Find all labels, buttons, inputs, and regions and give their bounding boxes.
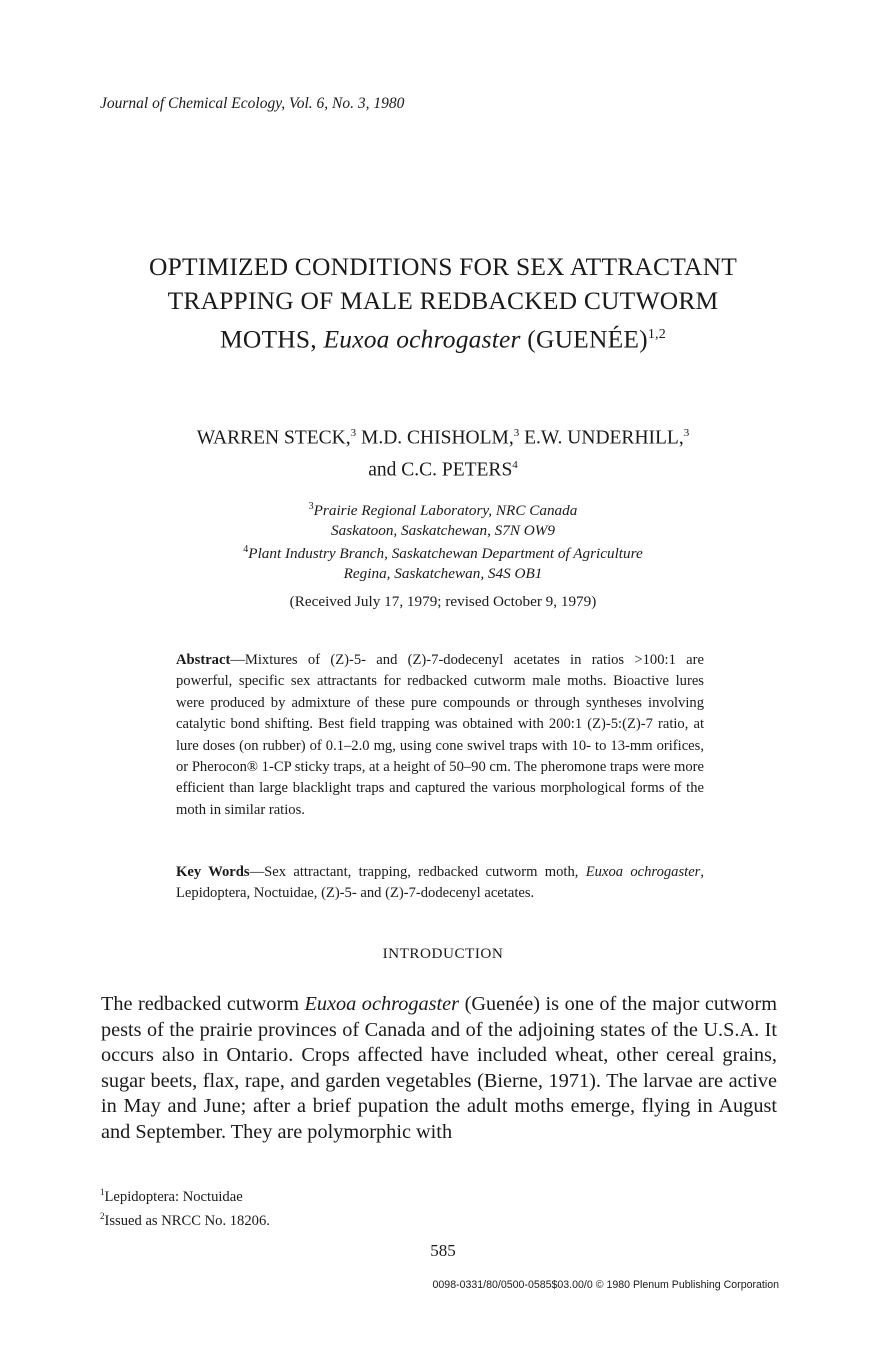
affiliation-1-line-2: Saskatoon, Saskatchewan, S7N OW9 [331,521,555,539]
author-chisholm: M.D. CHISHOLM, [356,427,514,449]
intro-text-b: (Guenée) is one of the major cutworm pests of the prairie provinces of Canada and of the adjoining states of the U.S.A. It occurs also in Ontario. Crops affected have included wheat, other cereal grains, sugar beets, flax, rape, and garden vegetables (Bierne, 1971). The larvae are active in May and June; after a brief pupation the adult moths emerge, flying in August and September. They are polymorphic with [101,993,777,1143]
author-peters: and C.C. PETERS [368,459,513,480]
author-steck: WARREN STECK, [196,427,351,449]
authors-line-2 [60,452,826,484]
keywords-text-b: , Lepidoptera, Noctuidae, (Z)-5- and (Z)-7-dodecenyl acetates. [176,864,705,902]
footnote-1-text: Lepidoptera: Noctuidae [104,1188,243,1205]
footnote-2-mark: 2 [100,1210,105,1221]
author-steck-sup: 3 [350,427,357,439]
intro-text-a: The redbacked cutworm [101,993,305,1015]
footnote-1 [100,1183,270,1207]
affiliation-2-line-2: Regina, Saskatchewan, S4S OB1 [343,564,543,582]
title-species: Euxoa ochrogaster [323,324,521,354]
title-line-2: TRAPPING OF MALE REDBACKED CUTWORM [167,286,719,315]
introduction-paragraph [101,992,777,1146]
affiliation-2-mark: 4 [243,544,249,556]
intro-species: Euxoa ochrogaster [304,993,460,1015]
affiliations [60,497,826,583]
keywords-label: Key Words [176,864,250,880]
affiliation-2-name: Plant Industry Branch, Saskatchewan Department of Agriculture [248,545,643,563]
abstract-text: —Mixtures of (Z)-5- and (Z)-7-dodecenyl acetates in ratios >100:1 are powerful, specific sex attractants for redbacked cutworm male moths. Bioactive lures were produced by admixture of these pure compounds or through syntheses involving catalytic bond shifting. Best field trapping was obtained with 200:1 (Z)-5:(Z)-7 ratio, at lure doses (on rubber) of 0.1–2.0 mg, using cone swivel traps with 10- to 13-mm orifices, or Pherocon® 1-CP sticky traps, at a height of 50–90 cm. The pheromone traps were more efficient than large blacklight traps and captured the various morphological forms of the moth in similar ratios. [176,652,704,818]
author-underhill: E.W. UNDERHILL, [519,427,684,449]
paper-title [60,250,826,357]
footnote-1-mark: 1 [100,1187,105,1197]
footnotes [100,1183,270,1231]
page-number: 585 [430,1241,456,1260]
affiliation-1-name: Prairie Regional Laboratory, NRC Canada [313,502,578,520]
affiliation-1-line-1 [60,497,826,521]
journal-citation: Journal of Chemical Ecology, Vol. 6, No. 3, 1980 [100,95,405,112]
affiliation-1-mark: 3 [308,501,314,512]
key-words [176,862,704,905]
author-peters-sup: 4 [512,458,518,471]
copyright-line: 0098-0331/80/0500-0585$03.00/0 © 1980 Plenum Publishing Corporation [432,1279,779,1291]
keywords-text-a: —Sex attractant, trapping, redbacked cutworm moth, [249,864,586,880]
received-dates: (Received July 17, 1979; revised October 9, 1979) [289,593,597,610]
title-line-1: OPTIMIZED CONDITIONS FOR SEX ATTRACTANT [148,252,737,281]
author-list [60,420,826,483]
title-footnote-marks: 1,2 [647,327,666,342]
author-chisholm-sup: 3 [513,427,520,439]
title-line-3 [60,318,826,357]
footnote-2-text: Issued as NRCC No. 18206. [104,1212,270,1229]
footnote-2 [100,1207,270,1231]
title-prefix: MOTHS, [220,324,324,354]
abstract-label: Abstract [176,652,231,668]
author-underhill-sup: 3 [683,427,690,439]
affiliation-2-line-1 [60,540,826,564]
title-suffix: (GUENÉE) [520,324,648,354]
abstract [176,650,704,821]
authors-line-1 [60,420,826,452]
keywords-species: Euxoa ochrogaster [585,864,701,880]
introduction-heading: INTRODUCTION [382,945,504,962]
